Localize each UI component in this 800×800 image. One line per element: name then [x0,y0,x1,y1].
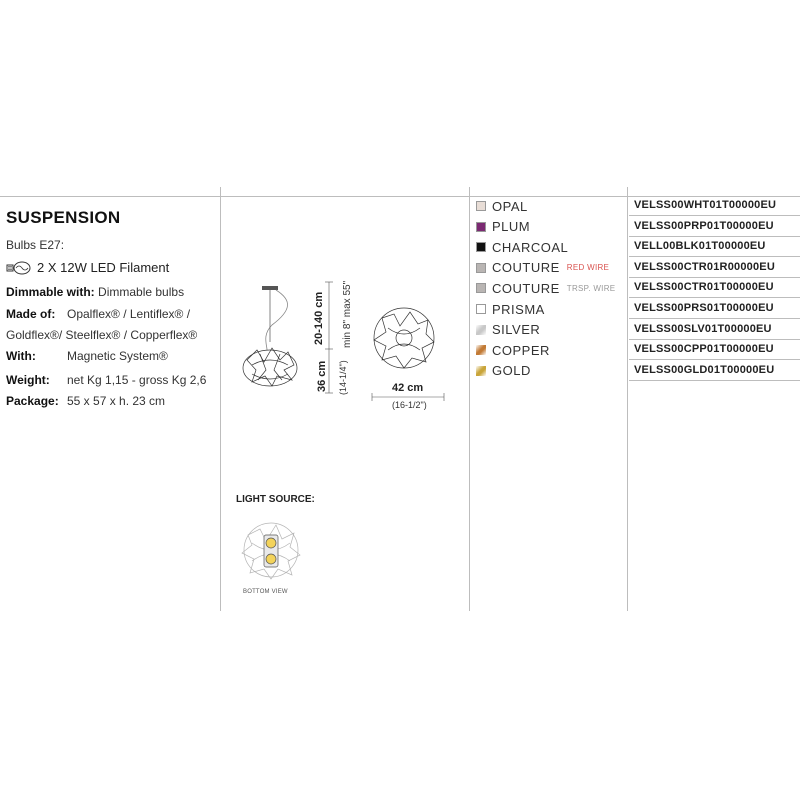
finish-code: VELSS00SLV01T00000EU [634,322,772,335]
finish-swatch [476,222,486,232]
finish-swatch [476,201,486,211]
dimmable-row [6,285,184,299]
divider-2 [469,187,470,611]
with-row [6,349,221,363]
code-row-separator [629,359,800,360]
weight-label: Weight: [6,373,50,387]
finish-swatch [476,366,486,376]
finish-code: VELSS00WHT01T00000EU [634,199,777,211]
finish-swatch [476,325,486,335]
finish-row [476,321,540,339]
finish-row [476,341,550,359]
lamp-side-view [243,348,297,386]
weight-value: net Kg 1,15 - gross Kg 2,6 [67,373,207,387]
made-row-2: Goldflex®/ Steelflex® / Copperflex® [6,328,198,342]
code-row-separator [629,318,800,319]
width-cm-label: 42 cm [392,382,424,394]
finish-swatch [476,345,486,355]
light-source-label: LIGHT SOURCE: [236,494,315,505]
made-row [6,307,221,321]
with-label: With: [6,349,36,363]
code-row-separator [629,297,800,298]
code-row-separator [629,380,800,381]
code-row-separator [629,215,800,216]
made-label: Made of: [6,307,56,321]
dimension-drawing [222,270,467,420]
finish-row [476,197,528,215]
finish-name: COUTURE [492,280,560,296]
finish-note: TRSP. WIRE [566,283,616,293]
code-row-separator [629,339,800,340]
finish-name: OPAL [492,198,528,214]
finish-name: PLUM [492,219,531,235]
package-value: 55 x 57 x h. 23 cm [67,394,166,408]
finish-name: SILVER [492,322,541,338]
bulbs-label: Bulbs E27: [6,238,65,252]
weight-row [6,373,221,387]
dimmable-label: Dimmable with: [6,285,95,299]
filament-row [6,260,169,275]
finish-name: GOLD [492,363,531,379]
finish-swatch [476,304,486,314]
finish-code: VELSS00CTR01T00000EU [634,281,774,294]
filament-text: 2 X 12W LED Filament [37,260,170,275]
code-row-separator [629,256,800,257]
finish-name: PRISMA [492,301,545,317]
dimmable-value: Dimmable bulbs [98,285,185,299]
finish-name: COUTURE [492,260,560,276]
finish-code: VELSS00PRP01T00000EU [634,219,774,232]
finish-row [476,300,545,318]
cable-inch-label: min 8" max 55" [342,280,353,348]
lamp-top-view [374,308,434,368]
height-cm-label: 36 cm [316,360,328,392]
bulb-1-icon [266,538,276,548]
led-bulb-icon [6,261,32,275]
package-row [6,394,221,408]
finish-code: VELSS00CTR01R00000EU [634,260,775,273]
finish-code: VELSS00PRS01T00000EU [634,302,774,314]
finish-row [476,362,531,380]
finish-name: COPPER [492,342,550,358]
with-value: Magnetic System® [67,349,168,363]
height-inch-label: (14-1/4") [338,360,348,395]
finish-swatch [476,283,486,293]
cable-cm-label: 20-140 cm [313,291,325,345]
made-value-1: Opalflex® / Lentiflex® / [67,307,191,321]
product-title: SUSPENSION [6,208,121,227]
finish-row [476,279,615,297]
package-label: Package: [6,394,59,408]
finish-name: CHARCOAL [492,239,569,255]
finish-code: VELL00BLK01T00000EU [634,240,766,253]
finish-row [476,218,530,236]
light-source-drawing [238,515,304,585]
finish-swatch [476,242,486,252]
finish-row [476,259,609,277]
top-rule [0,196,800,197]
finish-row [476,238,568,256]
finish-note: RED WIRE [566,263,610,273]
finish-code: VELSS00GLD01T00000EU [634,363,775,376]
finish-swatch [476,263,486,273]
width-inch-label: (16-1/2") [392,400,427,410]
bottom-view-label: BOTTOM VIEW [243,589,288,595]
code-row-separator [629,277,800,278]
divider-3 [627,187,628,611]
finish-code: VELSS00CPP01T00000EU [634,343,774,356]
code-row-separator [629,236,800,237]
bulb-2-icon [266,554,276,564]
